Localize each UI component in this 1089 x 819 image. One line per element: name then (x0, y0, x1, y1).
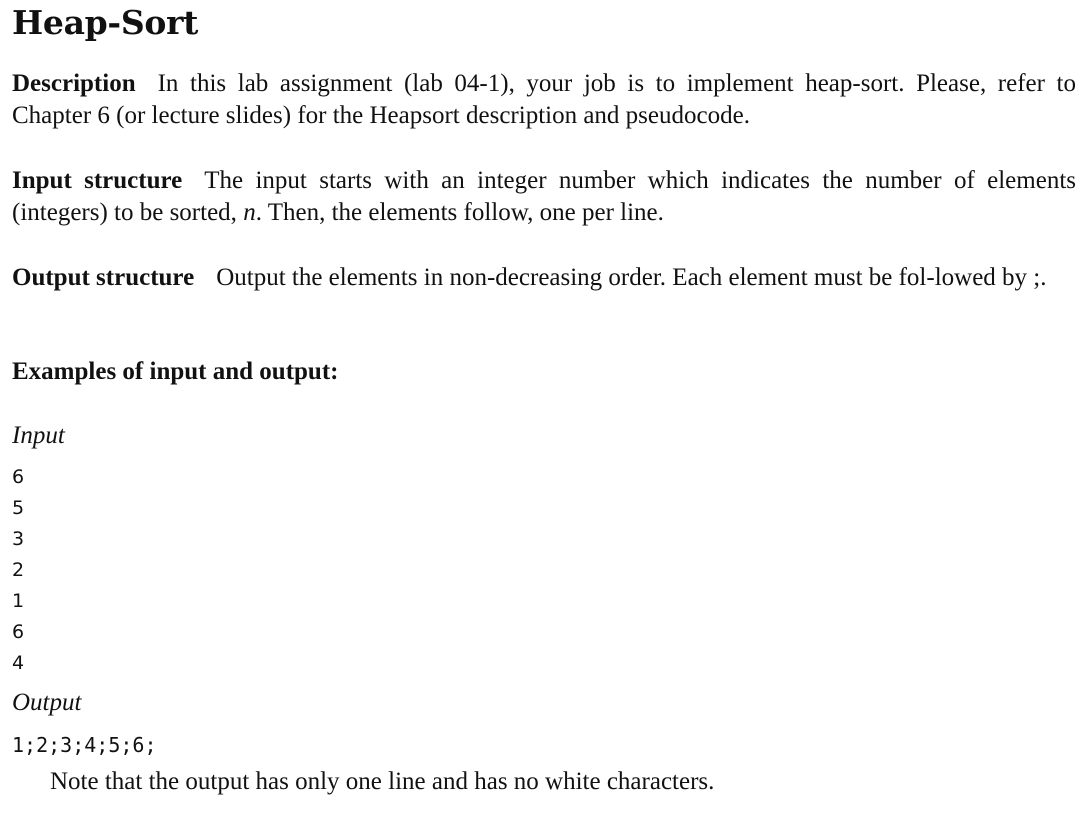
input-structure-paragraph (12, 165, 1076, 229)
input-label: Input (12, 422, 65, 449)
input-structure-text-after: . Then, the elements follow, one per line. (255, 199, 664, 226)
input-line: 6 (12, 466, 25, 488)
description-heading: Description (12, 70, 136, 97)
description-paragraph (12, 68, 1076, 132)
input-line: 5 (12, 497, 25, 519)
input-line: 4 (12, 652, 25, 674)
page-title: Heap-Sort (12, 3, 199, 42)
examples-heading: Examples of input and output: (12, 358, 339, 385)
output-structure-paragraph (12, 262, 1076, 294)
input-structure-heading: Input structure (12, 167, 183, 194)
output-note: Note that the output has only one line and has no white characters. (50, 768, 715, 795)
output-structure-text: Output the elements in non-decreasing order. Each element must be fol-lowed by ;. (216, 264, 1047, 291)
input-line: 1 (12, 590, 25, 612)
description-text: In this lab assignment (lab 04-1), your job is to implement heap-sort. Please, refer to Chapter 6 (or lecture slides) for the Heapsort description and pseudocode. (12, 70, 1076, 129)
input-line: 2 (12, 559, 25, 581)
input-structure-text-before: The input starts with an integer number which indicates the number of elements (integers) to be sorted, (12, 167, 1076, 226)
input-structure-variable: n (243, 199, 256, 226)
output-value: 1;2;3;4;5;6; (12, 733, 157, 757)
output-label: Output (12, 689, 82, 716)
output-structure-heading: Output structure (12, 264, 195, 291)
input-number-list (12, 462, 24, 679)
input-line: 6 (12, 621, 25, 643)
input-line: 3 (12, 528, 25, 550)
